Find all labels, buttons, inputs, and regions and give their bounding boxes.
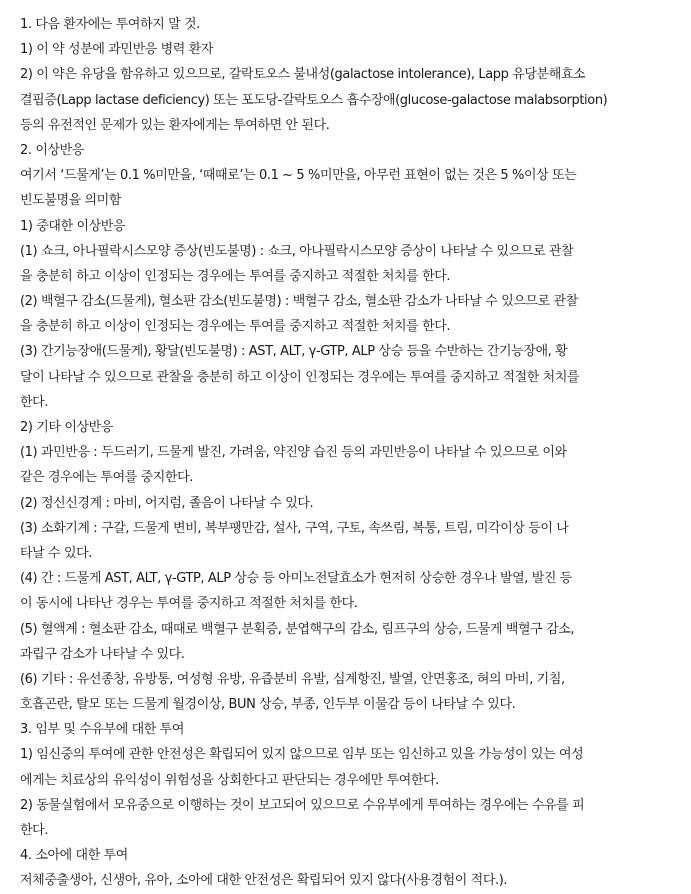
text-line: 결핍증(Lapp lactase deficiency) 또는 포도당-갈락토오스 흡수장애(glucose-galactose malabsorption) <box>20 92 608 108</box>
text-line: 1. 다음 환자에는 투여하지 말 것. <box>20 17 200 32</box>
text-line: (4) 간 : 드물게 AST, ALT, γ-GTP, ALP 상승 등 아미노전달효소가 현저히 상승한 경우나 발열, 발진 등 <box>20 571 572 587</box>
text-line: (1) 쇼크, 아나필락시스모양 증상(빈도불명) : 쇼크, 아나필락시스모양 증상이 나타날 수 있으므로 관찰 <box>20 243 574 259</box>
text-line: 에게는 치료상의 유익성이 위험성을 상회한다고 판단되는 경우에만 투여한다. <box>20 772 439 788</box>
text-line: 을 충분히 하고 이상이 인정되는 경우에는 투여를 중지하고 적절한 처치를 한다. <box>20 319 451 335</box>
text-line: 한다. <box>20 823 49 838</box>
text-line: (3) 간기능장애(드물게), 황달(빈도불명) : AST, ALT, γ-GTP, ALP 상승 등을 수반하는 간기능장애, 황 <box>20 344 568 360</box>
text-line: 1) 임신중의 투여에 관한 안전성은 확립되어 있지 않으므로 임부 또는 임신하고 있을 가능성이 있는 여성 <box>20 747 584 763</box>
text-line: (2) 정신신경계 : 마비, 어지럼, 졸음이 나타날 수 있다. <box>20 495 314 511</box>
text-line: (6) 기타 : 유선종창, 유방통, 여성형 유방, 유즙분비 유발, 심계항진, 발열, 안면홍조, 혀의 마비, 기침, <box>20 671 565 687</box>
text-line: 같은 경우에는 투여를 중지한다. <box>20 470 193 486</box>
text-line: 을 충분히 하고 이상이 인정되는 경우에는 투여를 중지하고 적절한 처치를 한다. <box>20 268 451 284</box>
text-line: 1) 중대한 이상반응 <box>20 218 126 234</box>
text-line: 2) 기타 이상반응 <box>20 420 113 435</box>
text-line: 과립구 감소가 나타날 수 있다. <box>20 646 185 662</box>
text-line: 1) 이 약 성분에 과민반응 병력 환자 <box>20 42 213 58</box>
document-body <box>20 12 686 894</box>
text-line: (2) 백혈구 감소(드물게), 혈소판 감소(빈도불명) : 백혈구 감소, 혈소판 감소가 나타날 수 있으므로 관찰 <box>20 294 578 310</box>
text-line: 2) 이 약은 유당을 함유하고 있으므로, 갈락토오스 불내성(galactose intolerance), Lapp 유당분해효소 <box>20 67 586 83</box>
text-line: 달이 나타날 수 있으므로 관찰을 충분히 하고 이상이 인정되는 경우에는 투여를 중지하고 적절한 처치를 <box>20 369 580 385</box>
text-line: 4. 소아에 대한 투여 <box>20 848 128 864</box>
text-line: 저체중출생아, 신생아, 유아, 소아에 대한 안전성은 확립되어 있지 않다(사용경험이 적다.). <box>20 873 508 889</box>
text-line: 등의 유전적인 문제가 있는 환자에게는 투여하면 안 된다. <box>20 117 330 133</box>
text-line: 2. 이상반응 <box>20 142 84 158</box>
text-line: 타날 수 있다. <box>20 545 92 561</box>
text-line: 이 동시에 나타난 경우는 투여를 중지하고 적절한 처치를 한다. <box>20 596 358 612</box>
text-line: 여기서 ‘드물게’는 0.1 %미만을, ‘때때로’는 0.1 ~ 5 %미만을, 아무런 표현이 없는 것은 5 %이상 또는 <box>20 168 577 184</box>
text-line: 빈도불명을 의미함 <box>20 193 121 209</box>
text-line: 2) 동물실험에서 모유중으로 이행하는 것이 보고되어 있으므로 수유부에게 투여하는 경우에는 수유를 피 <box>20 797 585 813</box>
text-line: (3) 소화기계 : 구갈, 드물게 변비, 복부팽만감, 설사, 구역, 구토, 속쓰림, 복통, 트림, 미각이상 등이 나 <box>20 520 569 536</box>
text-line: (1) 과민반응 : 두드러기, 드물게 발진, 가려움, 약진양 습진 등의 과민반응이 나타날 수 있으므로 이와 <box>20 445 567 461</box>
text-line: (5) 혈액계 : 혈소판 감소, 때때로 백혈구 분획증, 분엽핵구의 감소, 림프구의 상승, 드물게 백혈구 감소, <box>20 621 575 637</box>
text-line: 3. 임부 및 수유부에 대한 투여 <box>20 722 185 738</box>
text-line: 한다. <box>20 394 49 410</box>
text-line: 호흡곤란, 탈모 또는 드물게 월경이상, BUN 상승, 부종, 인두부 이물감 등이 나타날 수 있다. <box>20 697 516 713</box>
